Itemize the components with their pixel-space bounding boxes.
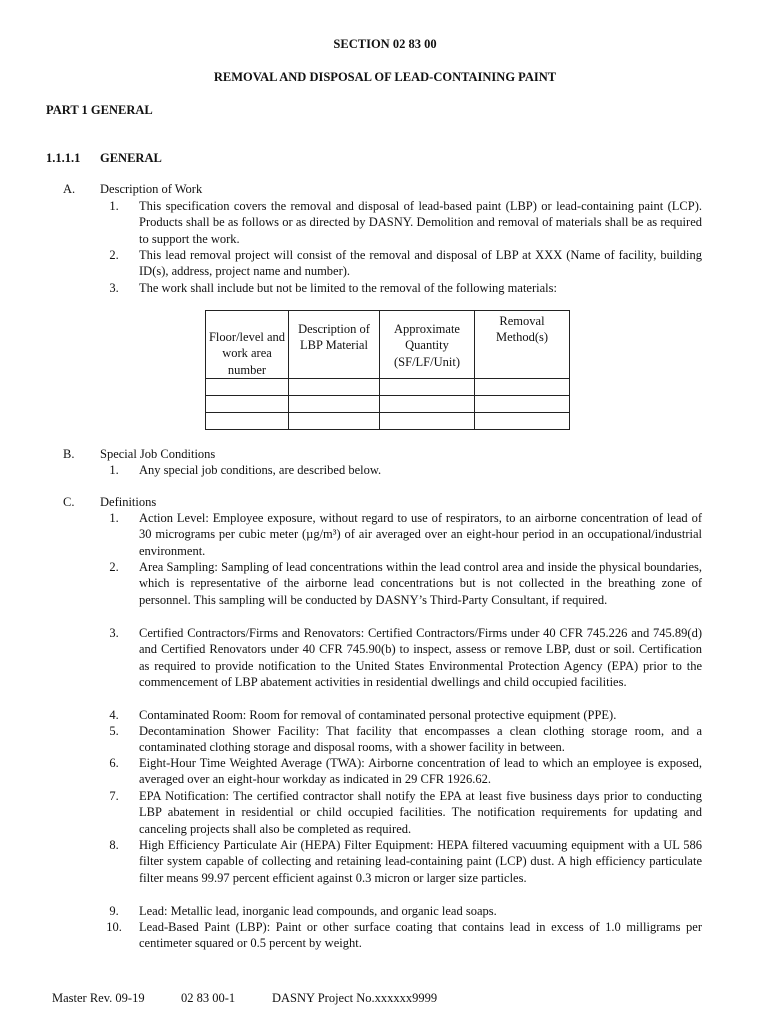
- part-heading: PART 1 GENERAL: [46, 103, 153, 117]
- item-number: 8.: [109, 838, 119, 852]
- item-text: High Efficiency Particulate Air (HEPA) Filter Equipment: HEPA filtered vacuuming equipment with a UL 586 filter system capable of collecting and retaining lead-containing paint (LCP) dust. A high efficiency particulate filter means 99.97 percent efficient against 0.3 micron or larger size particles.: [139, 838, 702, 885]
- document-title: REMOVAL AND DISPOSAL OF LEAD-CONTAINING PAINT: [213, 70, 557, 84]
- item-number: 9.: [109, 904, 119, 918]
- section-a-letter: A.: [63, 182, 76, 196]
- item-text: Lead: Metallic lead, inorganic lead compounds, and organic lead soaps.: [139, 904, 497, 918]
- item-number: 2.: [109, 560, 119, 574]
- section-b-letter: B.: [63, 447, 75, 461]
- item-number: 10.: [106, 920, 122, 934]
- table-row: [206, 378, 570, 395]
- item-text: The work shall include but not be limited to the removal of the following materials:: [139, 281, 557, 295]
- footer-page-number: 02 83 00-1: [181, 991, 236, 1005]
- item-text: Action Level: Employee exposure, without regard to use of respirators, to an airborne concentration of lead of 30 micrograms per cubic meter (µg/m³) of air averaged over an eight-hour period in an occupational/industrial environment.: [139, 511, 702, 558]
- footer-project-number: DASNY Project No.xxxxxx9999: [272, 991, 438, 1005]
- subsection-number: 1.1.1.1: [46, 151, 81, 165]
- table-header: Floor/level and work area number: [206, 311, 289, 379]
- item-text: Contaminated Room: Room for removal of contaminated personal protective equipment (PPE).: [139, 708, 617, 722]
- item-text: This specification covers the removal and disposal of lead-based paint (LBP) or lead-containing paint (LCP). Products shall be as follows or as directed by DASNY. Demolition and removal of materials shall be as required to support the work.: [139, 199, 702, 246]
- item-number: 4.: [109, 708, 119, 722]
- section-b-heading: Special Job Conditions: [100, 447, 216, 461]
- item-text: Any special job conditions, are described below.: [139, 463, 382, 477]
- table-header: Description of LBP Material: [289, 311, 380, 379]
- table-row: [206, 412, 570, 429]
- item-number: 7.: [109, 789, 119, 803]
- footer-revision: Master Rev. 09-19: [52, 991, 145, 1005]
- item-number: 1.: [109, 463, 119, 477]
- section-c-letter: C.: [63, 495, 75, 509]
- item-number: 2.: [109, 248, 119, 262]
- item-text: This lead removal project will consist of the removal and disposal of LBP at XXX (Name of facility, building ID(s), address, project name and number).: [139, 248, 702, 279]
- item-number: 6.: [109, 756, 119, 770]
- item-number: 1.: [109, 199, 119, 213]
- section-a-heading: Description of Work: [100, 182, 203, 196]
- table-header: Removal Method(s): [475, 311, 570, 379]
- table-header: Approximate Quantity (SF/LF/Unit): [380, 311, 475, 379]
- item-number: 3.: [109, 281, 119, 295]
- section-number: SECTION 02 83 00: [333, 37, 437, 51]
- item-number: 1.: [109, 511, 119, 525]
- item-text: Decontamination Shower Facility: That facility that encompasses a clean clothing storage room, and a contaminated clothing storage and disposal rooms, with a shower facility in between.: [139, 724, 702, 755]
- item-number: 5.: [109, 724, 119, 738]
- item-text: EPA Notification: The certified contractor shall notify the EPA at least five business days prior to conducting LBP abatement in residential or child occupied facilities. The notification requirements for updating and canceling projects shall also be completed as required.: [139, 789, 702, 836]
- item-number: 3.: [109, 626, 119, 640]
- item-text: Eight-Hour Time Weighted Average (TWA): Airborne concentration of lead to which an employee is exposed, averaged over an eight-hour workday as indicated in 29 CFR 1926.62.: [139, 756, 702, 787]
- table-row: [206, 395, 570, 412]
- subsection-label: GENERAL: [100, 151, 162, 165]
- item-text: Area Sampling: Sampling of lead concentrations within the lead control area and inside the physical boundaries, which is representative of the airborne lead concentrations but is not collected in the breathing zone of personnel. This sampling will be conducted by DASNY’s Third-Party Consultant, if required.: [139, 560, 702, 607]
- item-text: Lead-Based Paint (LBP): Paint or other surface coating that contains lead in excess of 1.0 milligrams per centimeter squared or 0.5 percent by weight.: [139, 920, 702, 951]
- section-c-heading: Definitions: [100, 495, 157, 509]
- item-text: Certified Contractors/Firms and Renovators: Certified Contractors/Firms under 40 CFR 745.226 and 745.89(d) and Certified Renovators under 40 CFR 745.90(b) to inspect, assess or remove LBP, dust or soil. Certification as required to provide notification to the United States Environmental Protection Agency (EPA) prior to the commencement of LBP abatement activities in residential dwellings and child occupied facilities.: [139, 626, 702, 689]
- materials-table: [205, 310, 570, 430]
